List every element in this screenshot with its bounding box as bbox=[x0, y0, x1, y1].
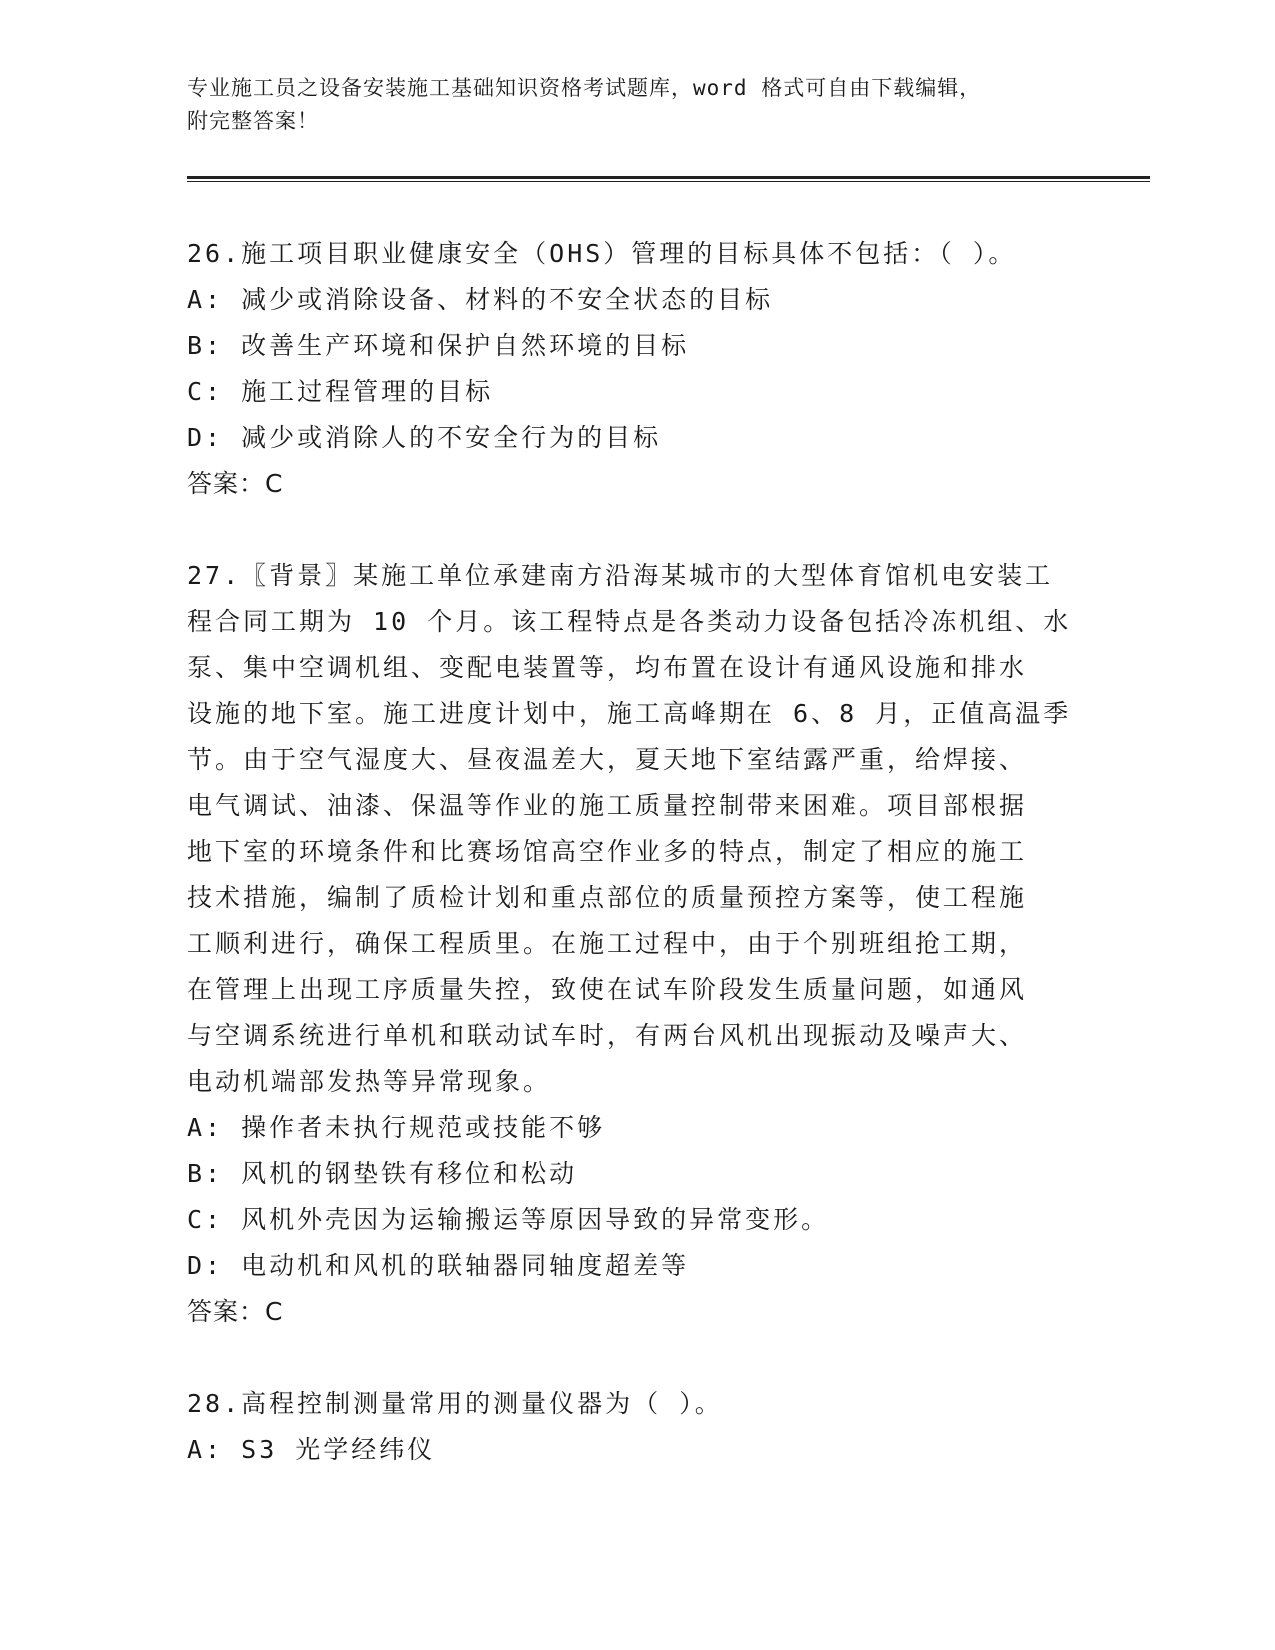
option-a: A: 减少或消除设备、材料的不安全状态的目标 bbox=[187, 285, 774, 314]
question-stem-line: 27.〖背景〗某施工单位承建南方沿海某城市的大型体育馆机电安装工 bbox=[187, 561, 1054, 590]
question-stem-line: 技术措施，编制了质检计划和重点部位的质量预控方案等，使工程施 bbox=[187, 883, 1028, 912]
question-stem-line: 节。由于空气湿度大、昼夜温差大，夏天地下室结露严重，给焊接、 bbox=[187, 745, 1028, 774]
question-27 bbox=[187, 553, 1087, 1335]
answer: 答案：C bbox=[187, 469, 284, 498]
question-stem-line: 程合同工期为 10 个月。该工程特点是各类动力设备包括冷冻机组、水 bbox=[187, 607, 1072, 636]
question-stem-line: 地下室的环境条件和比赛场馆高空作业多的特点，制定了相应的施工 bbox=[187, 837, 1028, 866]
question-26 bbox=[187, 231, 1087, 507]
question-stem-line: 在管理上出现工序质量失控，致使在试车阶段发生质量问题，如通风 bbox=[187, 975, 1028, 1004]
question-stem-line: 电动机端部发热等异常现象。 bbox=[187, 1067, 552, 1096]
option-c: C: 施工过程管理的目标 bbox=[187, 377, 494, 406]
question-stem: 26.施工项目职业健康安全（OHS）管理的目标具体不包括：（ ）。 bbox=[187, 239, 1017, 268]
header-line-1: 专业施工员之设备安装施工基础知识资格考试题库，word 格式可自由下载编辑， bbox=[187, 76, 982, 100]
question-gap bbox=[187, 507, 1087, 553]
question-stem: 28.高程控制测量常用的测量仪器为（ ）。 bbox=[187, 1389, 723, 1418]
option-b: B: 改善生产环境和保护自然环境的目标 bbox=[187, 331, 690, 360]
question-gap bbox=[187, 1335, 1087, 1381]
question-stem-line: 泵、集中空调机组、变配电装置等，均布置在设计有通风设施和排水 bbox=[187, 653, 1028, 682]
answer: 答案：C bbox=[187, 1297, 284, 1326]
header-divider-thick bbox=[187, 176, 1150, 179]
question-list bbox=[187, 231, 1087, 1473]
option-a: A: S3 光学经纬仪 bbox=[187, 1435, 436, 1464]
header-line-2: 附完整答案！ bbox=[187, 109, 319, 133]
option-b: B: 风机的钢垫铁有移位和松动 bbox=[187, 1159, 578, 1188]
option-a: A: 操作者未执行规范或技能不够 bbox=[187, 1113, 606, 1142]
document-header bbox=[187, 72, 1087, 138]
question-28 bbox=[187, 1381, 1087, 1473]
question-stem-line: 与空调系统进行单机和联动试车时，有两台风机出现振动及噪声大、 bbox=[187, 1021, 1028, 1050]
option-c: C: 风机外壳因为运输搬运等原因导致的异常变形。 bbox=[187, 1205, 830, 1234]
option-d: D: 减少或消除人的不安全行为的目标 bbox=[187, 423, 662, 452]
option-d: D: 电动机和风机的联轴器同轴度超差等 bbox=[187, 1251, 690, 1280]
question-stem-line: 电气调试、油漆、保温等作业的施工质量控制带来困难。项目部根据 bbox=[187, 791, 1028, 820]
question-stem-line: 工顺利进行，确保工程质里。在施工过程中，由于个别班组抢工期， bbox=[187, 929, 1028, 958]
question-stem-line: 设施的地下室。施工进度计划中，施工高峰期在 6、8 月，正值高温季 bbox=[187, 699, 1072, 728]
header-divider-thin bbox=[187, 181, 1150, 182]
